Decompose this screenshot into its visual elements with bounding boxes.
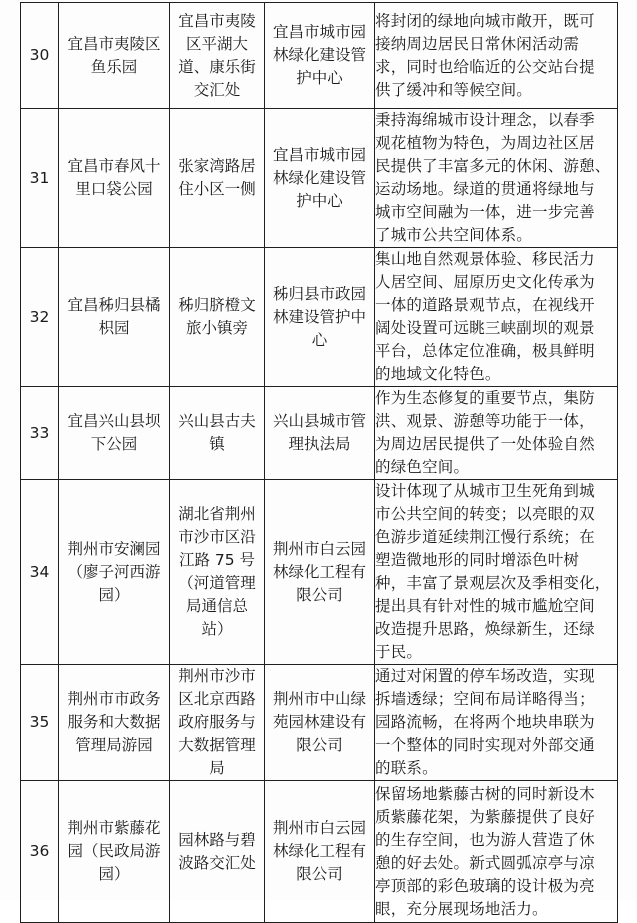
construction-unit: 宜昌市城市园 林绿化建设管 护中心 <box>265 3 375 109</box>
table-row <box>21 248 618 387</box>
row-number: 32 <box>21 248 59 387</box>
construction-unit: 荆州市白云园 林绿化工程有 限公司 <box>265 480 375 665</box>
row-number: 34 <box>21 480 59 665</box>
construction-unit: 荆州市白云园 林绿化工程有 限公司 <box>265 781 375 923</box>
park-name: 宜昌市夷陵区 鱼乐园 <box>59 3 170 109</box>
park-name: 宜昌秭归县橘 枳园 <box>59 248 170 387</box>
park-location: 园林路与碧 波路交汇处 <box>170 781 265 923</box>
park-name: 荆州市市政务 服务和大数据 管理局游园 <box>59 665 170 781</box>
row-number: 30 <box>21 3 59 109</box>
row-number: 31 <box>21 109 59 248</box>
park-description: 通过对闲置的停车场改造，实现 拆墙透绿；空间布局详略得当； 园路流畅，在将两个地块串联为 一个整体的同时实现对外部交通 的联系。 <box>375 665 618 781</box>
row-number: 33 <box>21 387 59 480</box>
park-description: 秉持海绵城市设计理念，以春季 观花植物为特色，为周边社区居 民提供了丰富多元的休闲、游憩、 运动场地。绿道的贯通将绿地与 城市空间融为一体，进一步完善 了城市公共空间体系。 <box>375 109 618 248</box>
table-row <box>21 665 618 781</box>
park-location: 湖北省荆州 市沙市区沿 江路 75 号 （河道管理 局通信总 站） <box>170 480 265 665</box>
park-name: 荆州市安澜园 （廖子河西游 园） <box>59 480 170 665</box>
park-location: 荆州市沙市 区北京西路 政府服务与 大数据管理 局 <box>170 665 265 781</box>
table-row <box>21 781 618 923</box>
park-location: 秭归脐橙文 旅小镇旁 <box>170 248 265 387</box>
park-name: 宜昌兴山县坝 下公园 <box>59 387 170 480</box>
table-row <box>21 480 618 665</box>
construction-unit: 兴山县城市管 理执法局 <box>265 387 375 480</box>
table-row <box>21 109 618 248</box>
park-description: 集山地自然观景体验、移民活力 人居空间、屈原历史文化传承为 一体的道路景观节点，在视线开 阔处设置可远眺三峡副坝的观景 平台，总体定位准确，极具鲜明 的地域文化特色。 <box>375 248 618 387</box>
park-location: 兴山县古夫 镇 <box>170 387 265 480</box>
park-name: 荆州市紫藤花 园（民政局游 园） <box>59 781 170 923</box>
park-description: 保留场地紫藤古树的同时新设木 质紫藤花架，为紫藤提供了良好 的生存空间，也为游人营造了休 憩的好去处。新式圆弧凉亭与凉 亭顶部的彩色玻璃的设计极为亮 眼，充分展现场地活力。 <box>375 781 618 923</box>
park-location: 宜昌市夷陵 区平湖大 道、康乐街 交汇处 <box>170 3 265 109</box>
table-body <box>21 3 618 923</box>
park-description: 设计体现了从城市卫生死角到城 市公共空间的转变；以亮眼的双 色游步道延续荆江慢行系统；在 塑造微地形的同时增添色叶树 种，丰富了景观层次及季相变化， 提出具有针对性的城市尴尬空间 改造提升思路，焕绿新生，还绿 于民。 <box>375 480 618 665</box>
construction-unit: 荆州市中山绿 苑园林建设有 限公司 <box>265 665 375 781</box>
construction-unit: 秭归县市政园 林建设管护中 心 <box>265 248 375 387</box>
table-row <box>21 387 618 480</box>
park-name: 宜昌市春风十 里口袋公园 <box>59 109 170 248</box>
park-description: 将封闭的绿地向城市敞开，既可 接纳周边居民日常休闲活动需 求，同时也给临近的公交站台提 供了缓冲和等候空间。 <box>375 3 618 109</box>
parks-table <box>20 2 618 923</box>
row-number: 36 <box>21 781 59 923</box>
construction-unit: 宜昌市城市园 林绿化建设管 护中心 <box>265 109 375 248</box>
park-location: 张家湾路居 住小区一侧 <box>170 109 265 248</box>
park-description: 作为生态修复的重要节点，集防 洪、观景、游憩等功能于一体， 为周边居民提供了一处体验自然 的绿色空间。 <box>375 387 618 480</box>
table-row <box>21 3 618 109</box>
row-number: 35 <box>21 665 59 781</box>
